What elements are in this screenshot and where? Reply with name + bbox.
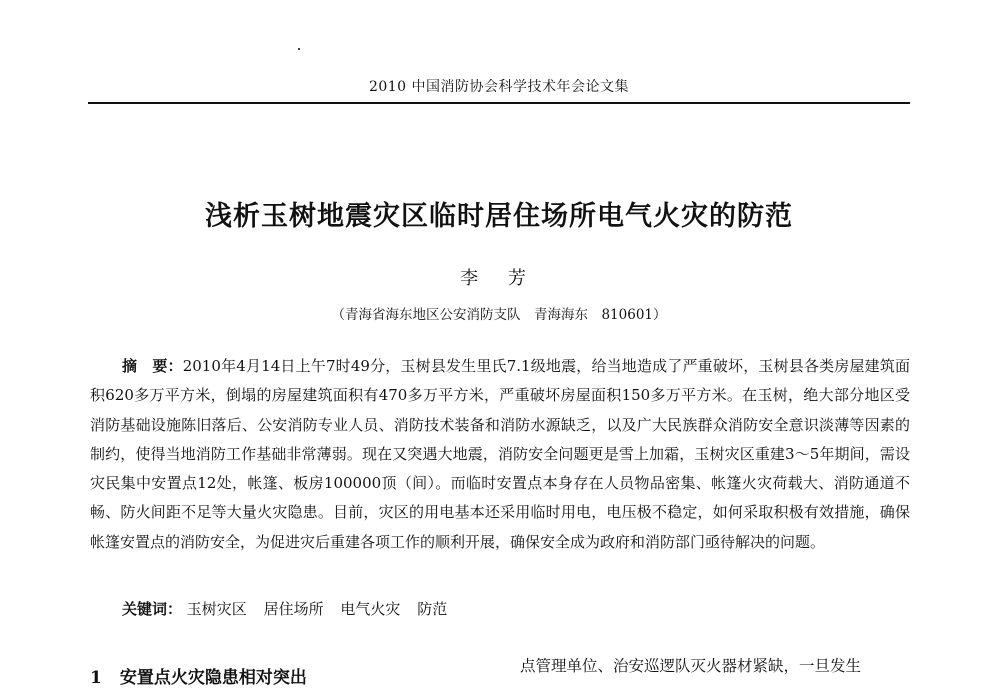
keywords-label: 关键词： xyxy=(122,600,183,618)
author-affiliation: （青海省海东地区公安消防支队 青海海东 810601） xyxy=(331,307,667,323)
keyword: 防范 xyxy=(417,600,448,618)
header-rule xyxy=(88,102,910,104)
keyword: 电气火灾 xyxy=(340,600,401,618)
section-title: 安置点火灾隐患相对突出 xyxy=(119,668,307,688)
keyword: 玉树灾区 xyxy=(186,600,247,618)
section-heading xyxy=(90,663,307,688)
paper-title: 浅析玉树地震灾区临时居住场所电气火灾的防范 xyxy=(205,201,793,232)
abstract-label: 摘 要： xyxy=(122,357,183,375)
keywords xyxy=(122,597,910,621)
abstract xyxy=(90,352,910,557)
keyword: 居住场所 xyxy=(263,600,324,618)
right-column-text xyxy=(520,651,912,681)
scan-speck xyxy=(298,48,300,50)
section-number: 1 xyxy=(90,668,102,688)
author-name: 李 芳 xyxy=(460,268,538,289)
running-header: 2010 中国消防协会科学技术年会论文集 xyxy=(368,79,630,95)
abstract-text: 2010年4月14日上午7时49分，玉树县发生里氏7.1级地震，给当地造成了严重破坏，玉树县各类房屋建筑面积620多万平方米，倒塌的房屋建筑面积有470多万平方米，严重破坏房屋面积150多万平方米。在玉树，绝大部分地区受消防基础设施陈旧落后、公安消防专业人员、消防技术装备和消防水源缺乏，以及广大民族群众消防安全意识淡薄等因素的制约，使得当地消防工作基础非常薄弱。现在又突遇大地震，消防安全问题更是雪上加霜，玉树灾区重建3～5年期间，需设灾民集中安置点12处，帐篷、板房100000顶（间）。而临时安置点本身存在人员物品密集、帐篷火灾荷载大、消防通道不畅、防火间距不足等大量火灾隐患。目前，灾区的用电基本还采用临时用电，电压极不稳定，如何采取积极有效措施，确保帐篷安置点的消防安全，为促进灾后重建各项工作的顺利开展，确保安全成为政府和消防部门亟待解决的问题。 xyxy=(90,357,910,551)
body-line: 点管理单位、治安巡逻队灭火器材紧缺，一旦发生 xyxy=(520,657,862,675)
